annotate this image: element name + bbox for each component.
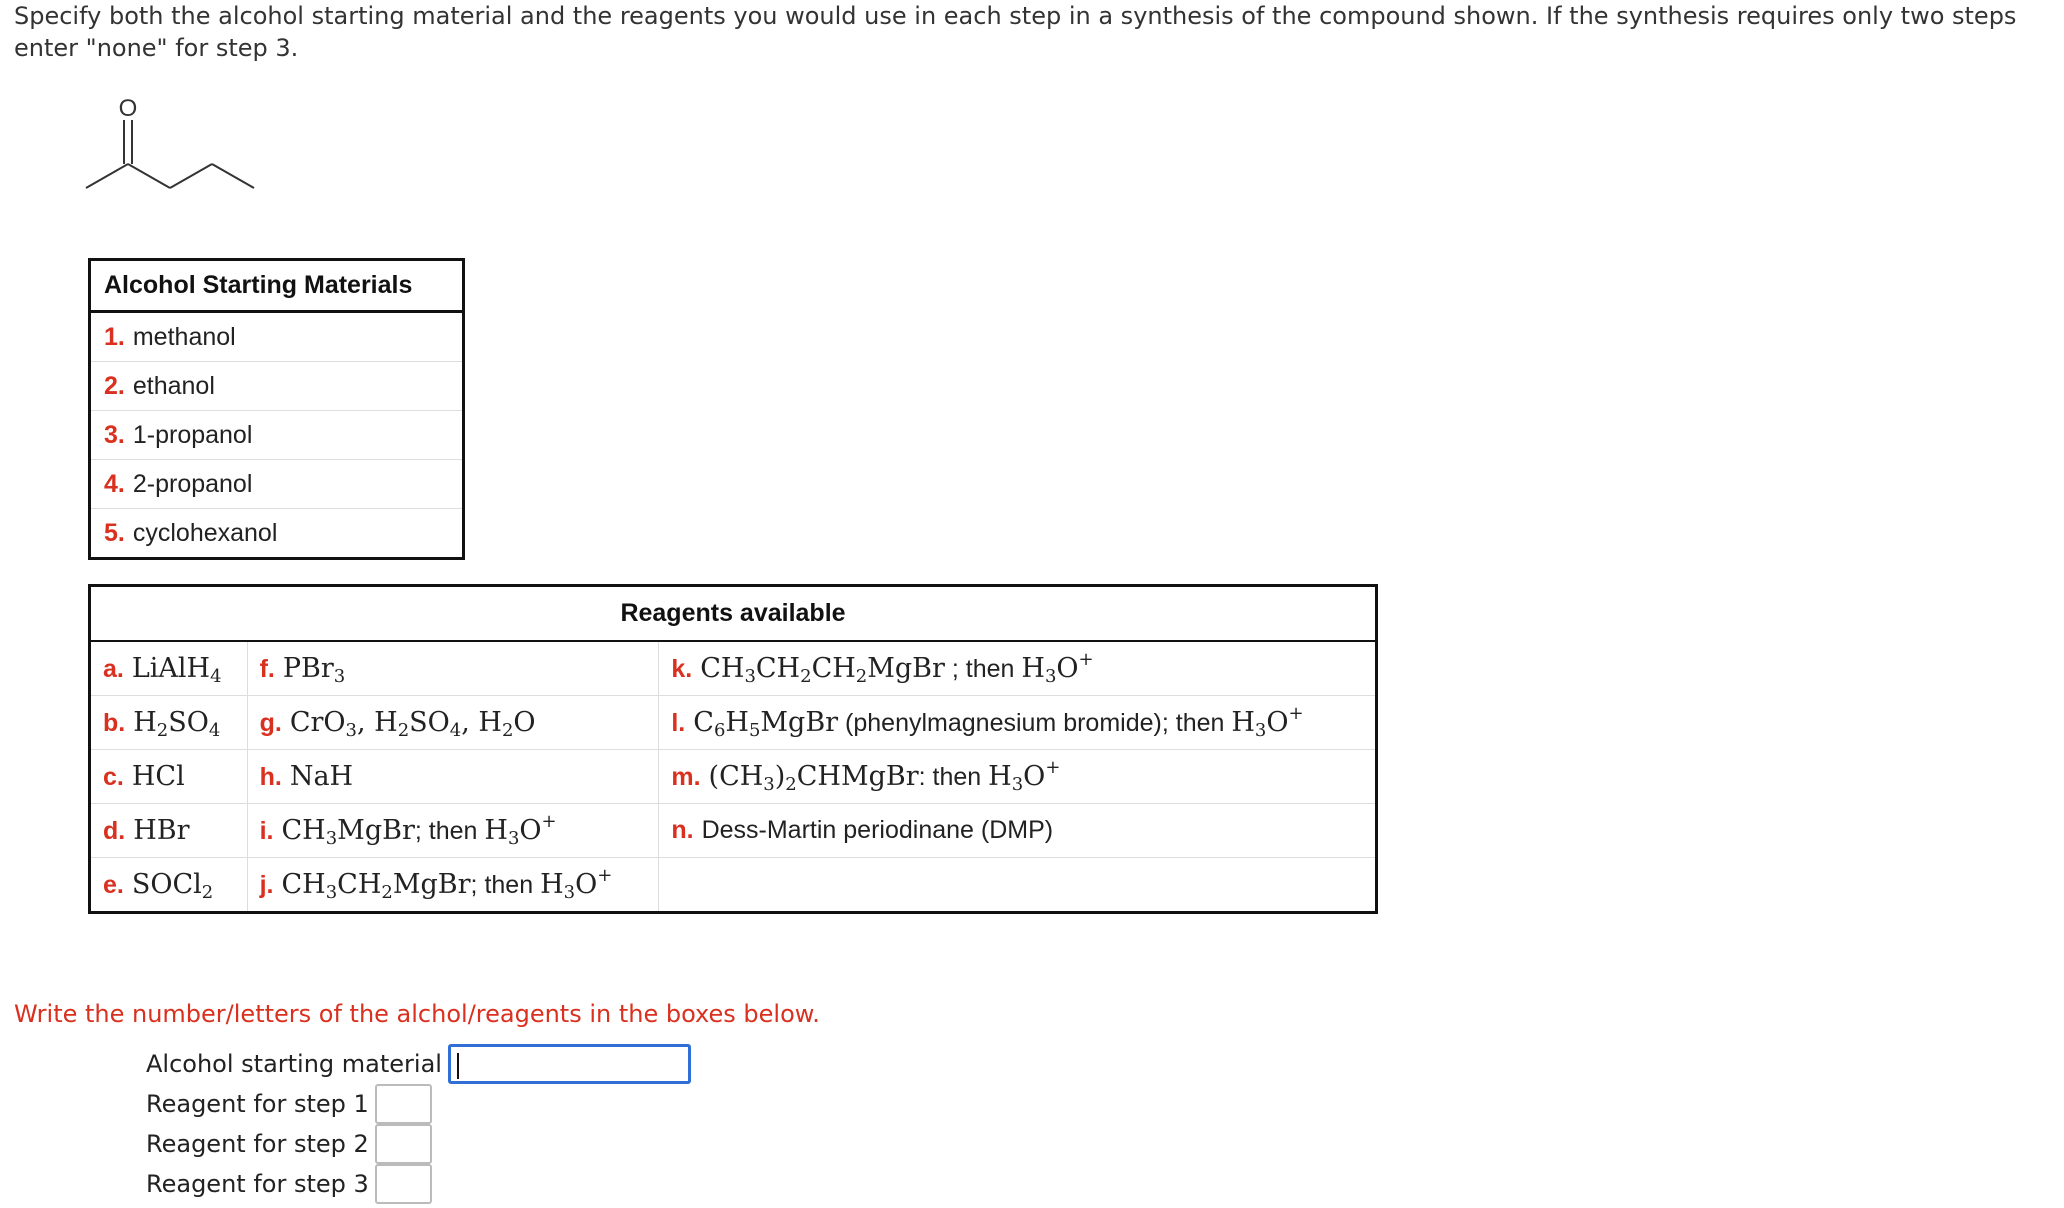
reagents-table [88, 584, 1378, 914]
reagent-b: b. $H_2SO_4$ [90, 696, 248, 750]
molecule-structure [78, 92, 278, 202]
reagent-e: e. SOCl$_2$ [90, 858, 248, 913]
reagent-g: g. CrO$_3$, $H_2SO_4$, $H_2O$ [247, 696, 659, 750]
step1-answer-row [146, 1084, 432, 1124]
table-row: 5. cyclohexanol [104, 518, 278, 547]
reagent-m: m. $(CH_3)_2CHMgBr$: then $H_3O^+$ [659, 750, 1377, 804]
oxygen-label: O [118, 95, 138, 122]
reagent-j: j. $CH_3CH_2MgBr$; then $H_3O^+$ [247, 858, 659, 913]
reagents-table-header: Reagents available [90, 586, 1377, 642]
step1-answer-label: Reagent for step 1 [146, 1090, 369, 1118]
step3-answer-row [146, 1164, 432, 1204]
reagent-c: c. HCl [90, 750, 248, 804]
table-row [90, 696, 1377, 750]
instruction-text: Write the number/letters of the alchol/reagents in the boxes below. [14, 1000, 820, 1028]
table-row [90, 641, 1377, 696]
text-caret [457, 1053, 459, 1079]
reagent-n: n. Dess-Martin periodinane (DMP) [659, 804, 1377, 858]
table-row: 1. methanol [90, 312, 464, 362]
step3-answer-input[interactable] [375, 1164, 432, 1204]
alcohol-answer-row [146, 1044, 691, 1084]
table-row [90, 858, 1377, 913]
alcohol-table-header: Alcohol Starting Materials [90, 260, 464, 312]
question-text: Specify both the alcohol starting material and the reagents you would use in each step in a synthesis of the compound shown. If the synthesis requires only two steps enter "none" for step 3. [14, 2, 2017, 62]
table-row: 4. 2-propanol [90, 460, 464, 509]
step2-answer-input[interactable] [375, 1124, 432, 1164]
table-row: 3. 1-propanol [90, 411, 464, 460]
reagent-a: a. LiAlH$_4$ [90, 641, 248, 696]
alcohol-answer-input[interactable] [448, 1044, 691, 1084]
reagent-k: k. $CH_3CH_2CH_2MgBr$ ; then $H_3O^+$ [659, 641, 1377, 696]
reagent-l: l. $C_6H_5MgBr$ (phenylmagnesium bromide); then $H_3O^+$ [659, 696, 1377, 750]
alcohol-starting-materials-table [88, 258, 465, 560]
step1-answer-input[interactable] [375, 1084, 432, 1124]
step2-answer-row [146, 1124, 432, 1164]
reagent-d: d. HBr [90, 804, 248, 858]
table-row [90, 750, 1377, 804]
step3-answer-label: Reagent for step 3 [146, 1170, 369, 1198]
alcohol-answer-label: Alcohol starting material [146, 1050, 442, 1078]
table-row: 2. ethanol [90, 362, 464, 411]
empty-cell [659, 858, 1377, 913]
reagent-h: h. NaH [247, 750, 659, 804]
reagent-i: i. $CH_3MgBr$; then $H_3O^+$ [247, 804, 659, 858]
table-row [90, 804, 1377, 858]
step2-answer-label: Reagent for step 2 [146, 1130, 369, 1158]
reagent-f: f. PBr$_3$ [247, 641, 659, 696]
